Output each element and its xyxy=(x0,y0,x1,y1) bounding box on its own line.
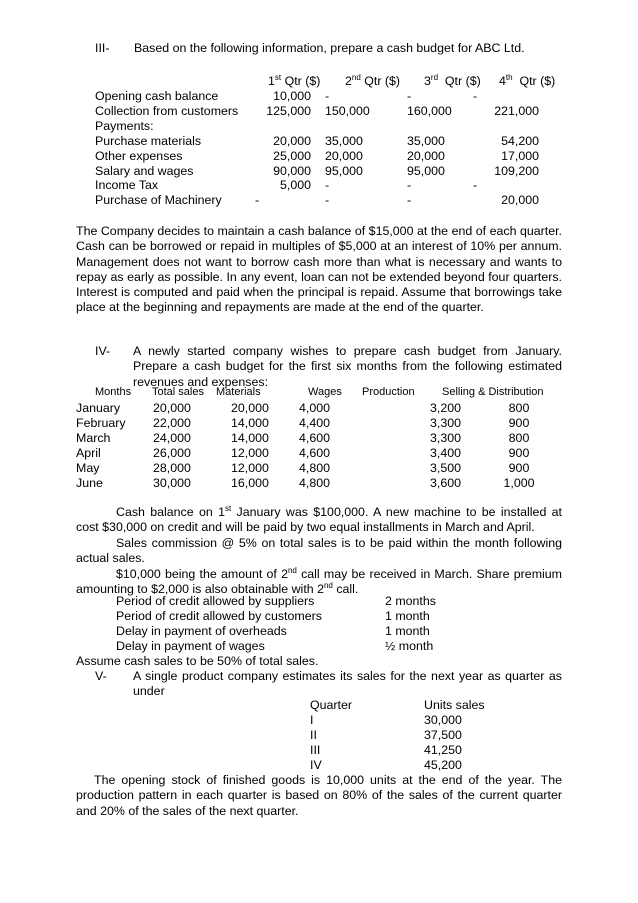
q4-header-cell: Selling & Distribution xyxy=(442,386,544,398)
q4-header-cell: Production xyxy=(362,386,415,398)
q5-paragraph: The opening stock of finished goods is 10,000 units at the end of the year. The production pattern in each quarter is based on 80% of the sales of the current quarter and 20% of the sales of the next quarter. xyxy=(76,773,562,818)
q3-row-label: Purchase materials xyxy=(95,133,202,148)
q4-header-cell: Materials xyxy=(216,386,261,398)
q3-header-num: 4 xyxy=(499,74,506,88)
q3-header-num: 2 xyxy=(345,74,352,88)
q3-cell: - xyxy=(473,89,478,103)
q4-month: May xyxy=(76,460,100,475)
q4-cell: 3,300 xyxy=(429,430,461,445)
q4-cell: 3,200 xyxy=(429,401,461,415)
q4-cell: 12,000 xyxy=(231,460,269,475)
q4-term-value: 1 month xyxy=(385,608,430,623)
q3-row-label: Collection from customers xyxy=(95,103,239,118)
q3-row xyxy=(95,149,548,164)
q3-cell: - xyxy=(473,178,478,193)
q4-cell: 3,500 xyxy=(429,460,461,475)
q3-number: III- xyxy=(95,41,110,55)
q3-cell: 20,000 xyxy=(501,193,539,208)
q4-cell: 14,000 xyxy=(231,415,269,430)
q3-header-qtr xyxy=(499,74,555,89)
q4-term-label: Delay in payment of overheads xyxy=(116,623,287,638)
q3-cell: - xyxy=(407,89,412,103)
q3-row xyxy=(95,119,548,134)
q3-header-num: 3 xyxy=(424,74,431,88)
q3-header-sup: st xyxy=(274,72,282,82)
q4-cell: 30,000 xyxy=(153,475,191,490)
q4-cell: 900 xyxy=(508,415,530,430)
q3-cell: - xyxy=(407,193,412,208)
q5-cell: 30,000 xyxy=(424,712,462,727)
q3-cell: 150,000 xyxy=(325,103,370,118)
q4-month: January xyxy=(76,401,121,415)
q5-header-cell: Units sales xyxy=(424,698,485,712)
q4-row xyxy=(76,416,559,431)
q4-assume: Assume cash sales to be 50% of total sales. xyxy=(76,654,319,668)
q4-row xyxy=(76,461,559,476)
q3-cell: 20,000 xyxy=(325,148,363,163)
q3-cell: 109,200 xyxy=(494,163,539,178)
q4-cell: 28,000 xyxy=(153,460,191,475)
q4-header-cell: Wages xyxy=(308,386,342,398)
q3-row-label: Opening cash balance xyxy=(95,89,219,103)
q3-row xyxy=(95,89,548,104)
q3-row-label: Salary and wages xyxy=(95,163,194,178)
q5-intro: A single product company estimates its sales for the next year as quarter as under xyxy=(133,669,562,699)
q3-row-label: Purchase of Machinery xyxy=(95,193,222,208)
q4-cell: 800 xyxy=(508,401,530,415)
q3-cell: 35,000 xyxy=(325,133,363,148)
q5-row xyxy=(310,728,504,743)
q4-cell: 3,300 xyxy=(429,415,461,430)
q4-header-cell: Total sales xyxy=(152,386,204,398)
q5-table xyxy=(310,698,504,773)
q3-cell: 125,000 xyxy=(266,103,311,118)
q4-term-value: 1 month xyxy=(385,623,430,638)
q5-row xyxy=(310,713,504,728)
q4-para1-text: Cash balance on 1 xyxy=(116,505,225,519)
q3-header-sup: th xyxy=(505,72,513,82)
q4-cell: 800 xyxy=(508,430,530,445)
q5-cell: III xyxy=(310,742,321,757)
q4-cell: 900 xyxy=(508,445,530,460)
q4-cell: 3,400 xyxy=(429,445,461,460)
q3-cell: - xyxy=(325,89,330,103)
q3-cell: - xyxy=(255,193,260,208)
q3-cell: 54,200 xyxy=(501,133,539,148)
q4-term-label: Delay in payment of wages xyxy=(116,638,265,653)
q3-row xyxy=(95,193,548,208)
q5-cell: II xyxy=(310,727,317,742)
q4-cell: 20,000 xyxy=(231,401,269,415)
q5-cell: I xyxy=(310,712,314,727)
q4-row xyxy=(76,401,559,416)
q4-month: February xyxy=(76,415,126,430)
q3-header-num: 1 xyxy=(268,74,275,88)
q3-cell: 20,000 xyxy=(273,133,311,148)
q4-para-cash-balance xyxy=(76,505,562,536)
q4-row xyxy=(76,476,559,491)
q4-para3-text-c: call. xyxy=(332,582,359,597)
q4-para3-sup: nd xyxy=(287,565,297,575)
q5-header-cell: Quarter xyxy=(310,698,353,712)
q3-row-label: Other expenses xyxy=(95,148,183,163)
q4-cell: 16,000 xyxy=(231,475,269,490)
q3-cell: 10,000 xyxy=(273,89,311,103)
q3-row-label: Income Tax xyxy=(95,178,159,193)
q3-header-text: Qtr ($) xyxy=(360,74,401,88)
q3-cell: 95,000 xyxy=(407,163,445,178)
q4-para-second-call xyxy=(76,567,562,598)
q5-cell: IV xyxy=(310,757,322,772)
q3-cell: - xyxy=(325,193,330,208)
q4-number: IV- xyxy=(95,344,111,358)
q3-cell xyxy=(255,119,313,134)
q4-cell: 900 xyxy=(508,460,530,475)
q3-cell: 35,000 xyxy=(407,133,445,148)
q3-cell: 5,000 xyxy=(279,178,311,193)
q4-para3-sup2: nd xyxy=(323,581,333,591)
q4-table xyxy=(76,401,559,490)
q4-term-value: ½ month xyxy=(385,638,434,653)
q3-cell: 160,000 xyxy=(407,103,452,118)
q3-row xyxy=(95,134,548,149)
q4-term-row xyxy=(116,594,465,609)
q4-row xyxy=(76,446,559,461)
q5-cell: 45,200 xyxy=(424,757,462,772)
q4-cell: 4,400 xyxy=(299,415,331,430)
q3-cell xyxy=(471,119,548,134)
q4-para1-text-b: January was $100,000. A new machine to be installed at cost $30,000 on credit and will be paid by two equal installments in March and April. xyxy=(76,505,562,535)
q3-table xyxy=(95,89,548,208)
q4-cell: 1,000 xyxy=(503,475,535,490)
q3-header-sup: rd xyxy=(430,72,439,82)
q3-cell: - xyxy=(325,178,330,193)
q4-terms xyxy=(116,594,465,654)
q3-intro: Based on the following information, prepare a cash budget for ABC Ltd. xyxy=(134,41,525,55)
q5-header-row xyxy=(310,698,504,713)
q3-header-sup: nd xyxy=(351,72,361,82)
q3-cell: 221,000 xyxy=(494,103,539,118)
q3-row xyxy=(95,164,548,179)
q3-header-text: Qtr ($) xyxy=(438,74,481,88)
q4-term-label: Period of credit allowed by customers xyxy=(116,608,322,623)
q4-cell: 4,800 xyxy=(299,460,331,475)
q4-cell: 4,600 xyxy=(299,445,331,460)
q4-term-row xyxy=(116,639,465,654)
q3-cell xyxy=(395,119,471,134)
q3-header-qtr xyxy=(268,74,320,89)
q4-cell: 20,000 xyxy=(153,401,191,415)
q4-cell: 4,000 xyxy=(299,401,331,415)
q5-cell: 41,250 xyxy=(424,742,462,757)
q4-term-value: 2 months xyxy=(385,594,436,608)
q4-cell: 26,000 xyxy=(153,445,191,460)
q3-header-text: Qtr ($) xyxy=(281,74,321,88)
q4-row xyxy=(76,431,559,446)
q3-paragraph: The Company decides to maintain a cash balance of $15,000 at the end of each quarter. Cash can be borrowed or repaid in multiples of $5,000 at an interest of 10% per annum. Management does not want to borrow cash more than what is necessary and wants to repay as early as possible. In any event, loan can not be extended beyond four quarters. Interest is computed and paid when the principal is repaid. Assume that borrowings take place at the beginning and repayments are made at the end of the quarter. xyxy=(76,224,562,315)
q4-para3-text: $10,000 being the amount of 2 xyxy=(116,567,288,581)
q3-cell: 95,000 xyxy=(325,163,363,178)
q3-row xyxy=(95,104,548,119)
q5-row xyxy=(310,758,504,773)
q3-cell xyxy=(313,119,395,134)
q3-cell: - xyxy=(407,178,412,193)
q3-cell: 90,000 xyxy=(273,163,311,178)
q4-cell: 4,800 xyxy=(299,475,331,490)
q3-header-qtr xyxy=(424,74,481,89)
q3-header-qtr xyxy=(345,74,400,89)
q5-number: V- xyxy=(95,669,107,683)
q4-cell: 4,600 xyxy=(299,430,331,445)
q4-month: March xyxy=(76,430,111,445)
q4-cell: 14,000 xyxy=(231,430,269,445)
q3-cell: 17,000 xyxy=(501,148,539,163)
q3-cell: 25,000 xyxy=(273,148,311,163)
q4-term-row xyxy=(116,609,465,624)
q3-header-text: Qtr ($) xyxy=(512,74,556,88)
q4-term-label: Period of credit allowed by suppliers xyxy=(116,594,315,608)
q4-para-commission: Sales commission @ 5% on total sales is to be paid within the month following actual sales. xyxy=(76,536,562,566)
q5-cell: 37,500 xyxy=(424,727,462,742)
q4-cell: 3,600 xyxy=(429,475,461,490)
q4-month: April xyxy=(76,445,101,460)
q4-para1-sup: st xyxy=(224,503,232,513)
q4-header-cell: Months xyxy=(95,386,132,398)
q4-cell: 12,000 xyxy=(231,445,269,460)
q4-intro: A newly started company wishes to prepare cash budget from January. Prepare a cash budget for the first six months from the following estimated revenues and expenses: xyxy=(133,344,562,389)
q3-row xyxy=(95,178,548,193)
q3-cell: 20,000 xyxy=(407,148,445,163)
q5-row xyxy=(310,743,504,758)
q4-month: June xyxy=(76,475,103,490)
q4-cell: 22,000 xyxy=(153,415,191,430)
q3-row-label: Payments: xyxy=(95,118,154,133)
q4-cell: 24,000 xyxy=(153,430,191,445)
q4-term-row xyxy=(116,624,465,639)
q4-para3-text-b: call may be received in March. Share premium amounting to $2,000 is also obtainable with 2 xyxy=(76,567,562,597)
